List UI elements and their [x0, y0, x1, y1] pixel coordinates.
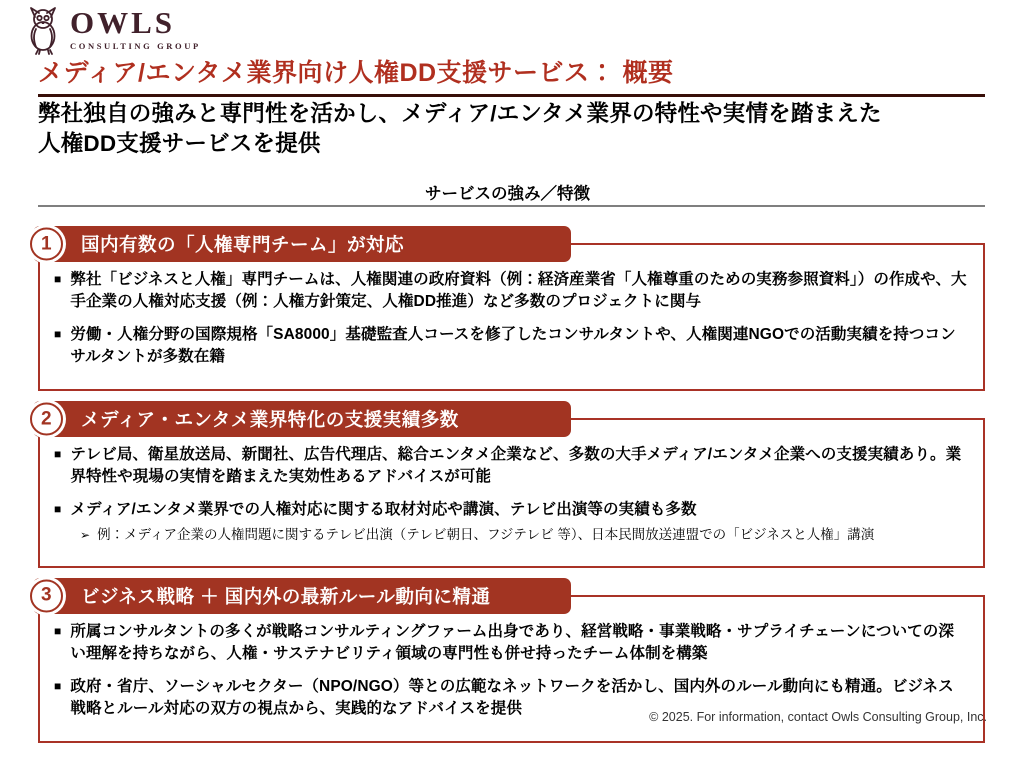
list-item	[54, 324, 969, 368]
bullet-square-icon: ■	[54, 272, 62, 286]
bullet-square-icon: ■	[54, 447, 62, 461]
list-item	[54, 444, 969, 488]
bullet-text: 労働・人権分野の国際規格「SA8000」基礎監査人コースを修了したコンサルタントや、人権関連NGOでの活動実績を持つコンサルタントが多数在籍	[70, 326, 956, 365]
list-item	[54, 621, 969, 665]
bullet-text: テレビ局、衛星放送局、新聞社、広告代理店、総合エンタメ企業など、多数の大手メディア/エンタメ企業への支援実績あり。業界特性や現場の実情を踏まえた実効性あるアドバイスが可能	[70, 446, 962, 485]
section-2-title: メディア・エンタメ業界特化の支援実績多数	[81, 409, 459, 430]
bullet-square-icon: ■	[54, 678, 62, 693]
section-3-title: ビジネス戦略 ＋ 国内外の最新ルール動向に精通	[81, 585, 491, 607]
copyright-note: © 2025. For information, contact Owls Consulting Group, Inc.	[649, 710, 987, 724]
bullet-text: メディア/エンタメ業界での人権対応に関する取材対応や講演、テレビ出演等の実績も多数	[70, 501, 697, 518]
list-item	[54, 499, 969, 521]
sub-list-item	[80, 526, 969, 545]
section-2-number-badge: 2	[30, 403, 63, 436]
strengths-heading: サービスの強み／特徴	[425, 185, 590, 203]
logo-subtitle: CONSULTING GROUP	[70, 41, 201, 51]
bullet-text: 所属コンサルタントの多くが戦略コンサルティングファーム出身であり、経営戦略・事業戦略・サプライチェーンについての深い理解を持ちながら、人権・サステナビリティ領域の専門性も併せ持ったチーム体制を構築	[70, 622, 954, 662]
bullet-square-icon: ■	[54, 327, 62, 341]
company-logo	[24, 5, 201, 55]
bullet-square-icon: ■	[54, 623, 62, 638]
logo-wordmark: OWLS	[70, 5, 176, 40]
lead-line-2: 人権DD支援サービスを提供	[38, 130, 321, 156]
heading-divider	[38, 205, 985, 207]
sections-list	[38, 233, 985, 770]
lead-statement	[38, 99, 995, 158]
section-1-box	[38, 233, 985, 391]
section-1-title: 国内有数の「人権専門チーム」が対応	[81, 234, 405, 255]
page-title: メディア/エンタメ業界向け人権DD支援サービス： 概要	[38, 53, 985, 97]
section-1-header-band	[33, 226, 571, 262]
owl-logo-icon	[24, 5, 64, 55]
section-3-header-band	[33, 578, 571, 614]
section-2-header-band	[33, 401, 571, 437]
section-3-number-badge: 3	[30, 579, 63, 612]
bullet-square-icon: ■	[54, 502, 62, 516]
section-1-number-badge: 1	[30, 228, 63, 261]
bullet-text: 政府・省庁、ソーシャルセクター（NPO/NGO）等との広範なネットワークを活かし、国内外のルール動向にも精通。ビジネス戦略とルール対応の双方の視点から、実践的なアドバイスを提供	[70, 677, 954, 717]
sub-bullet-text: 例：メディア企業の人権問題に関するテレビ出演（テレビ朝日、フジテレビ 等）、日本民間放送連盟での「ビジネスと人権」講演	[97, 527, 875, 542]
section-2-box	[38, 408, 985, 568]
list-item	[54, 269, 969, 313]
arrow-sub-bullet-icon: ➢	[80, 528, 91, 542]
lead-line-1: 弊社独自の強みと専門性を活かし、メディア/エンタメ業界の特性や実情を踏まえた	[38, 101, 882, 126]
bullet-text: 弊社「ビジネスと人権」専門チームは、人権関連の政府資料（例：経済産業省「人権尊重のための実務参照資料」）の作成や、大手企業の人権対応支援（例：人権方針策定、人権DD推進）など多数のプロジェクトに関与	[70, 271, 967, 310]
